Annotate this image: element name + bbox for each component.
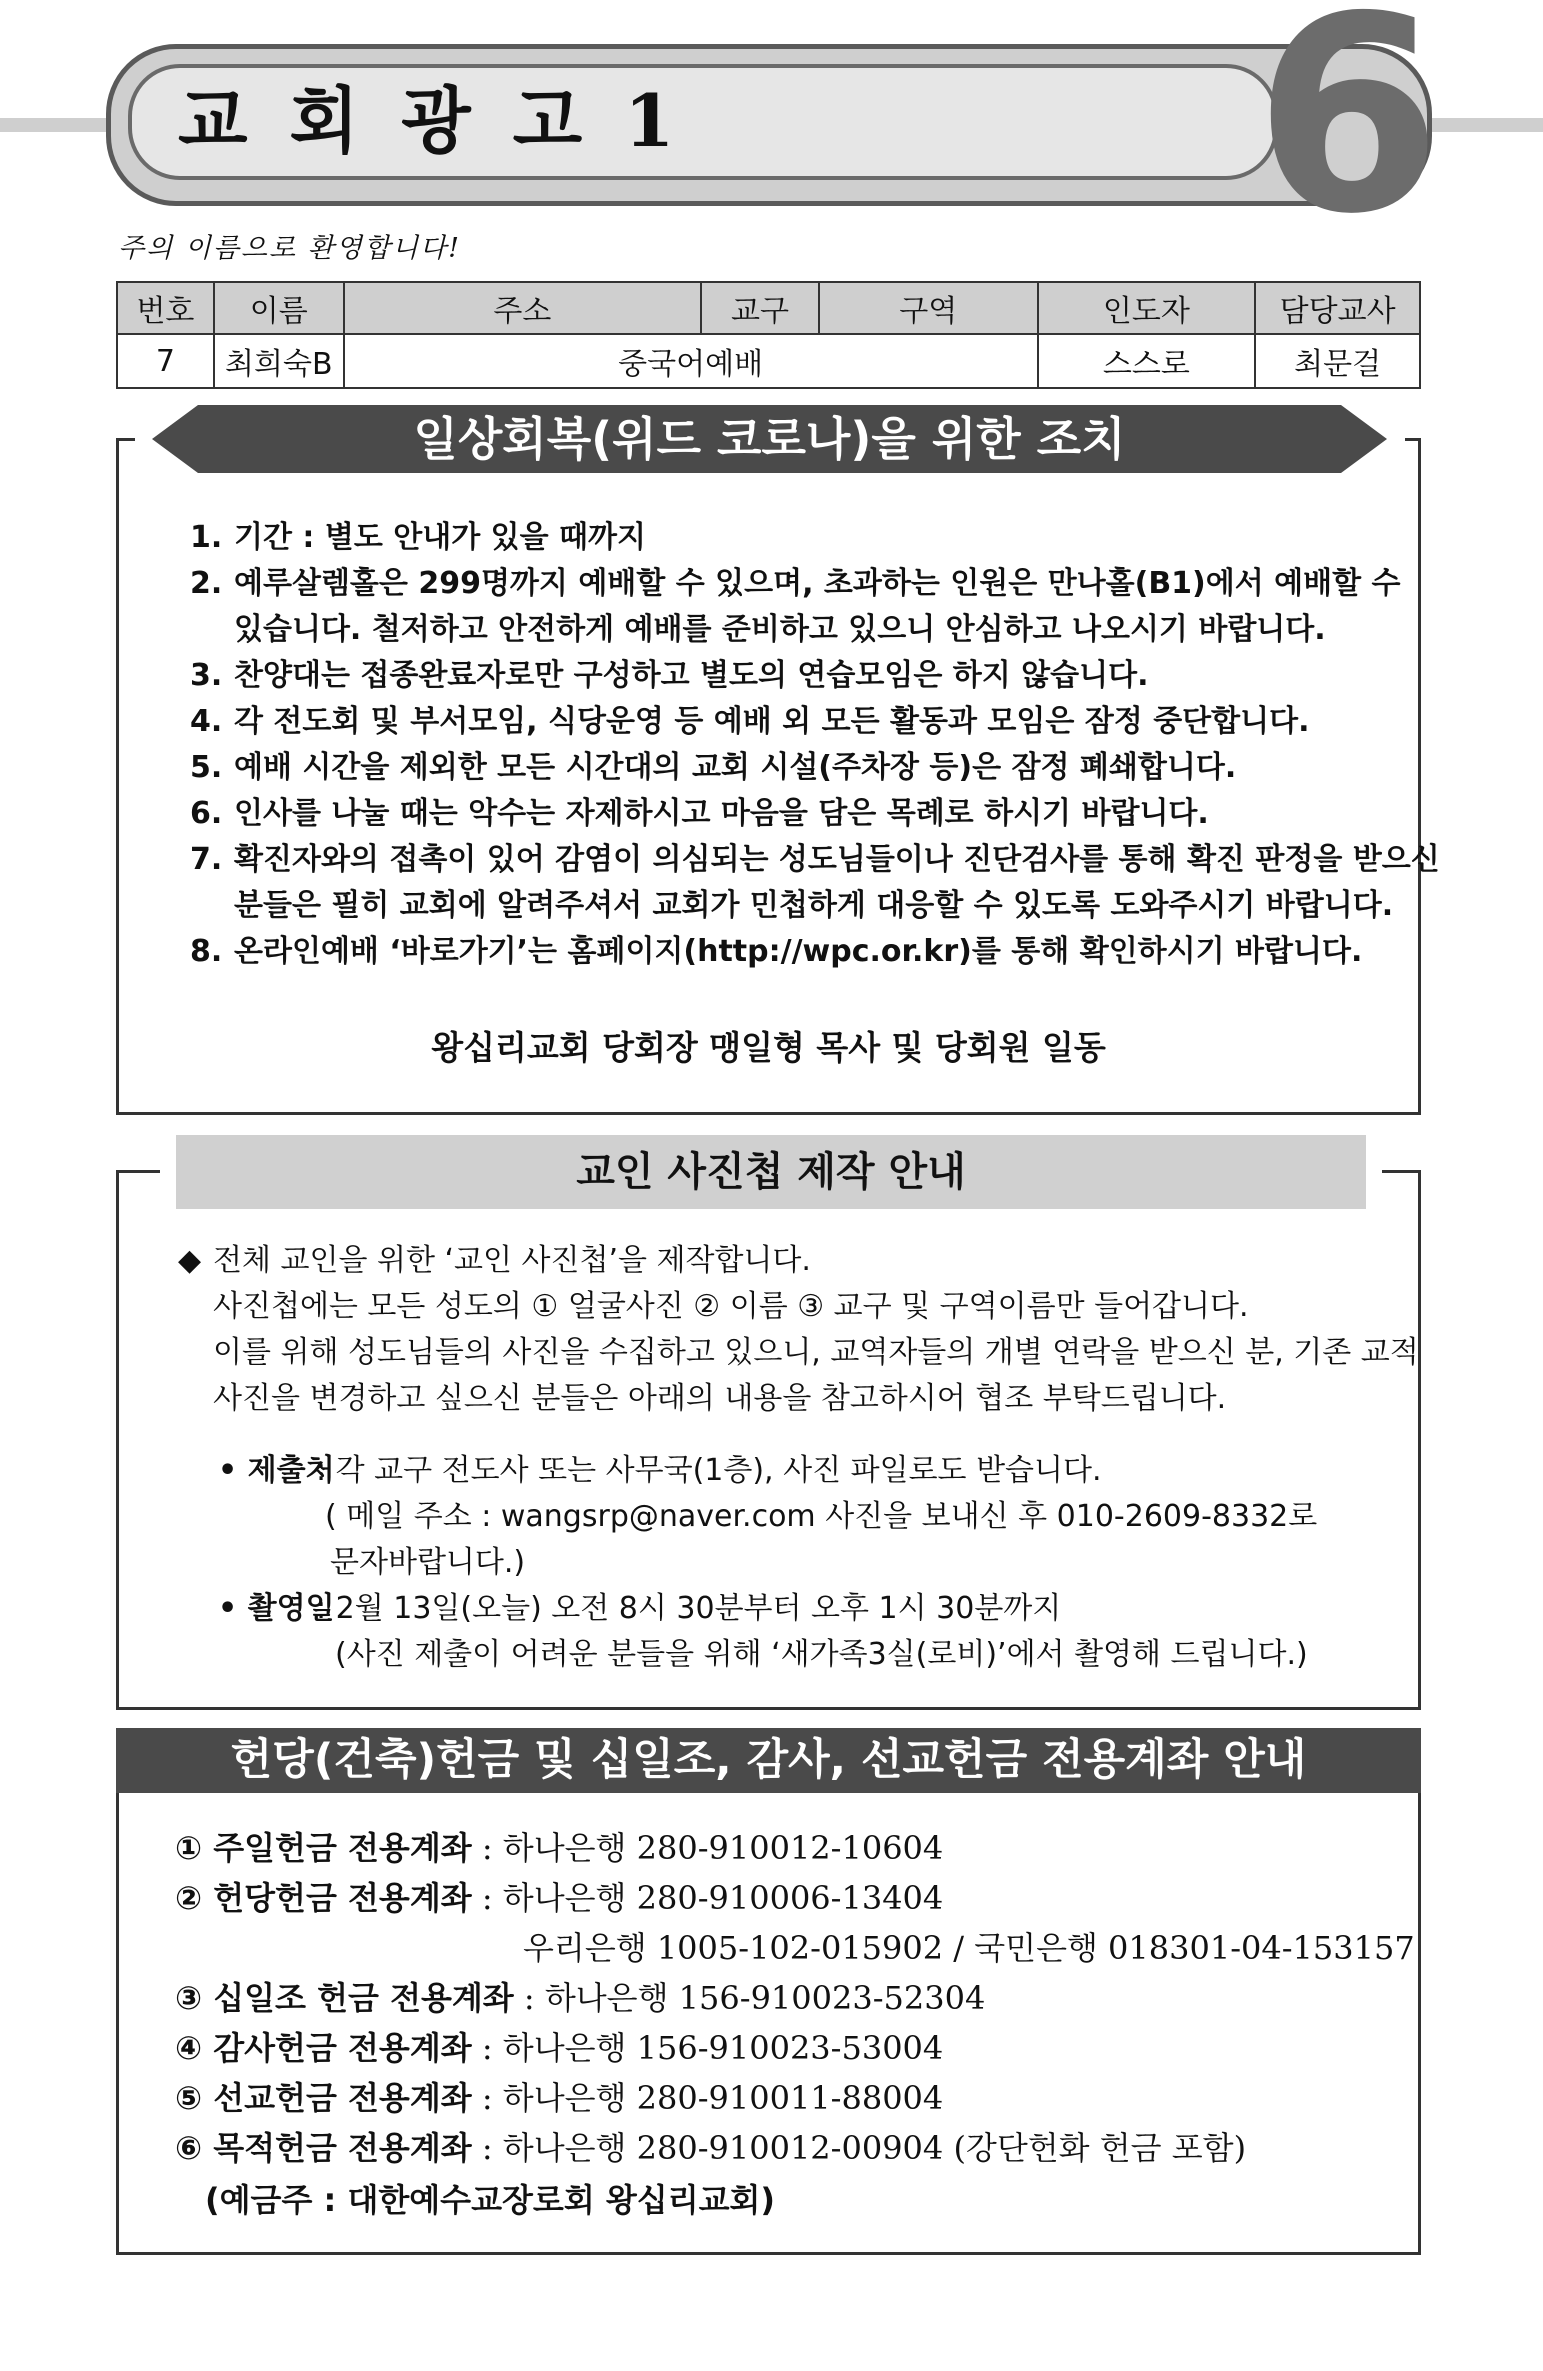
shoot-text-line2: (사진 제출이 어려운 분들을 위해 ‘새가족3실(로비)’에서 촬영해 드립니다.) xyxy=(335,1637,1308,1672)
col-header-address: 주소 xyxy=(344,282,701,334)
item-number: 5. xyxy=(190,750,223,785)
submit-label-text: • 제출처 xyxy=(218,1453,335,1488)
item-text-cont: 있습니다. 철저하고 안전하게 예배를 준비하고 있으니 안심하고 나오시기 바랍니다. xyxy=(234,612,1326,647)
welcome-text: 주의 이름으로 환영합니다! xyxy=(118,233,461,264)
album-line: 전체 교인을 위한 ‘교인 사진첩’을 제작합니다. xyxy=(213,1243,811,1278)
shoot-label-text: • 촬영일 xyxy=(218,1591,335,1626)
table-row xyxy=(117,334,1420,388)
submit-text-line3: 문자바랍니다.) xyxy=(330,1545,526,1580)
account-label: ① 주일헌금 전용계좌 xyxy=(175,1829,472,1867)
account-item xyxy=(175,1823,943,1873)
col-header-guide: 인도자 xyxy=(1038,282,1256,334)
list-item xyxy=(190,656,1148,696)
list-item xyxy=(190,748,1236,788)
page-number: 6 xyxy=(1254,0,1442,273)
account-label: ⑥ 목적헌금 전용계좌 xyxy=(175,2129,472,2167)
item-text: 각 전도회 및 부서모임, 식당운영 등 예배 외 모든 활동과 모임은 잠정 중단합니다. xyxy=(234,704,1310,739)
album-title: 교인 사진첩 제작 안내 xyxy=(176,1135,1366,1209)
item-text: 온라인예배 ‘바로가기’는 홈페이지(http://wpc.or.kr)를 통해 확인하시기 바랍니다. xyxy=(234,934,1363,969)
col-header-teacher: 담당교사 xyxy=(1255,282,1420,334)
list-item xyxy=(190,932,1362,972)
page-title: 교회광고1 xyxy=(178,78,717,163)
item-text: 찬양대는 접종완료자로만 구성하고 별도의 연습모임은 하지 않습니다. xyxy=(234,658,1149,693)
col-header-name: 이름 xyxy=(214,282,344,334)
account-item xyxy=(175,1973,985,2023)
item-number: 7. xyxy=(190,842,223,877)
account-label: ② 헌당헌금 전용계좌 xyxy=(175,1879,472,1917)
account-label: ⑤ 선교헌금 전용계좌 xyxy=(175,2079,472,2117)
shoot-text: : 2월 13일(오늘) 오전 8시 30분부터 오후 1시 30분까지 xyxy=(316,1591,1062,1626)
cell-teacher: 최문걸 xyxy=(1255,334,1420,388)
signature: 왕십리교회 당회장 맹일형 목사 및 당회원 일동 xyxy=(431,1028,1106,1067)
account-holder-text: (예금주 : 대한예수교장로회 왕십리교회) xyxy=(205,2181,776,2219)
item-text: 예루살렘홀은 299명까지 예배할 수 있으며, 초과하는 인원은 만나홀(B1)에서 예배할 수 xyxy=(234,566,1401,601)
item-text: 기간 : 별도 안내가 있을 때까지 xyxy=(234,520,646,555)
account-label: ④ 감사헌금 전용계좌 xyxy=(175,2029,472,2067)
col-header-district: 구역 xyxy=(819,282,1038,334)
account-item xyxy=(175,1873,943,1923)
album-line: 사진을 변경하고 싶으신 분들은 아래의 내용을 참고하시어 협조 부탁드립니다. xyxy=(213,1381,1227,1416)
list-item xyxy=(190,518,646,558)
item-number: 3. xyxy=(190,658,223,693)
cell-guide: 스스로 xyxy=(1038,334,1256,388)
item-text: 예배 시간을 제외한 모든 시간대의 교회 시설(주차장 등)은 잠정 폐쇄합니다. xyxy=(234,750,1237,785)
newcomers-table xyxy=(116,281,1421,389)
cell-name: 최희숙B xyxy=(214,334,344,388)
item-text: 인사를 나눌 때는 악수는 자제하시고 마음을 담은 목례로 하시기 바랍니다. xyxy=(234,796,1209,831)
cell-number: 7 xyxy=(117,334,214,388)
account-holder xyxy=(205,2175,775,2225)
list-item xyxy=(190,840,1440,926)
account-number: : 하나은행 156-910023-53004 xyxy=(471,2029,944,2067)
item-text-cont: 분들은 필히 교회에 알려주셔서 교회가 민첩하게 대응할 수 있도록 도와주시기 바랍니다. xyxy=(234,888,1394,923)
account-number: : 하나은행 280-910011-88004 xyxy=(471,2079,944,2117)
account-item xyxy=(523,1923,1415,1973)
list-item xyxy=(190,564,1401,650)
account-number: : 하나은행 280-910006-13404 xyxy=(471,1879,944,1917)
submit-text-line2: ( 메일 주소 : wangsrp@naver.com 사진을 보내신 후 010-2609-8332로 xyxy=(325,1499,1318,1534)
account-item xyxy=(175,2073,943,2123)
item-number: 8. xyxy=(190,934,223,969)
account-number: : 하나은행 280-910012-00904 (강단헌화 헌금 포함) xyxy=(471,2129,1247,2167)
col-header-number: 번호 xyxy=(117,282,214,334)
album-bullet: ◆ xyxy=(178,1243,202,1278)
album-line: 사진첩에는 모든 성도의 ① 얼굴사진 ② 이름 ③ 교구 및 구역이름만 들어갑니다. xyxy=(213,1289,1249,1324)
item-number: 6. xyxy=(190,796,223,831)
covid-title: 일상회복(위드 코로나)을 위한 조치 xyxy=(413,412,1126,466)
list-item xyxy=(190,794,1209,834)
cell-address-district: 중국어예배 xyxy=(344,334,1038,388)
item-number: 2. xyxy=(190,566,223,601)
list-item xyxy=(190,702,1309,742)
submit-text: : 각 교구 전도사 또는 사무국(1층), 사진 파일로도 받습니다. xyxy=(316,1453,1102,1488)
item-number: 4. xyxy=(190,704,223,739)
account-number: : 하나은행 156-910023-52304 xyxy=(513,1979,986,2017)
item-number: 1. xyxy=(190,520,223,555)
account-item xyxy=(175,2123,1246,2173)
album-line: 이를 위해 성도님들의 사진을 수집하고 있으니, 교역자들의 개별 연락을 받으신 분, 기존 교적 xyxy=(213,1335,1419,1370)
item-text: 확진자와의 접촉이 있어 감염이 의심되는 성도님들이나 진단검사를 통해 확진 판정을 받으신 xyxy=(234,842,1440,877)
account-label: ③ 십일조 헌금 전용계좌 xyxy=(175,1979,514,2017)
account-number: : 하나은행 280-910012-10604 xyxy=(471,1829,944,1867)
account-number: 우리은행 1005-102-015902 / 국민은행 018301-04-153157 xyxy=(523,1929,1415,1967)
col-header-parish: 교구 xyxy=(701,282,819,334)
accounts-title: 헌당(건축)헌금 및 십일조, 감사, 선교헌금 전용계좌 안내 xyxy=(116,1728,1421,1793)
table-header-row xyxy=(117,282,1420,334)
account-item xyxy=(175,2023,943,2073)
